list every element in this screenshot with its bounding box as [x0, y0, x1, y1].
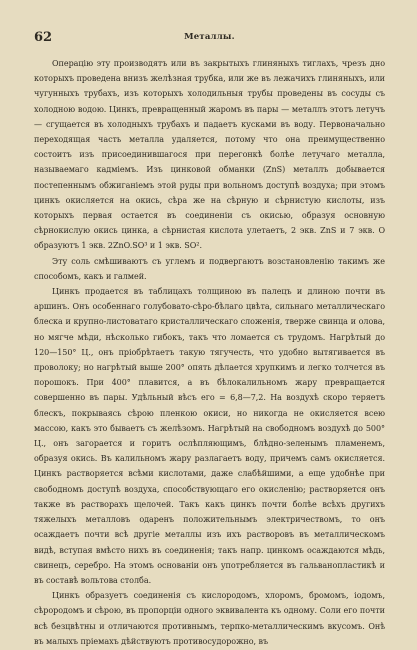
page-header [34, 30, 385, 50]
body-text [34, 56, 385, 649]
paragraph-2: Эту соль смѣшиваютъ съ углемъ и подвергаютъ возстановленію такимъ же способомъ, какъ и галмей. [34, 256, 385, 281]
paragraph-3: Цинкъ продается въ таблицахъ толщиною въ палецъ и длиною почти въ аршинъ. Онъ особеннаго голубовато-сѣро-бѣлаго цвѣта, сильнаго металлическаго блеска и крупно-листоватаго кристаллическаго сложенія, тверже свинца и олова, но мягче мѣди, нѣсколько гибокъ, такъ что ломается съ трудомъ. Нагрѣтый до 120—150° Ц., онъ пріобрѣтаетъ такую тягучесть, что удобно вытягивается въ проволоку; но нагрѣтый выше 200° опять дѣлается хрупкимъ и легко толчется въ порошокъ. При 400° плавится, а въ бѣлокалильномъ жару превращается совершенно въ пары. Удѣльный вѣсъ его = 6,8—7,2. На воздухѣ скоро теряетъ блескъ, покрываясь сѣрою пленкою окиси, но никогда не окисляется всею массою, какъ это бываетъ съ желѣзомъ. Нагрѣтый на свободномъ воздухѣ до 500° Ц., онъ загорается и горитъ ослѣпляющимъ, блѣдно-зеленымъ пламенемъ, образуя окись. Въ калильномъ жару разлагаетъ воду, причемъ самъ окисляется. Цинкъ растворяется всѣми кислотами, даже слабѣйшими, а еще удобнѣе при свободномъ доступѣ воздуха, способствующаго его окисленію; растворяется онъ также въ растворахъ щелочей. Такъ какъ цинкъ почти болѣе всѣхъ другихъ тяжелыхъ металловъ одаренъ положительнымъ электричествомъ, то онъ осаждаетъ почти всѣ другіе металлы изъ ихъ растворовъ въ металлическомъ видѣ, вступая вмѣсто нихъ въ соединенія; такъ напр. цинкомъ осаждаются мѣдь, свинецъ, серебро. На этомъ основаніи онъ употребляется въ гальванопластикѣ и въ составѣ вольтова столба. [34, 287, 385, 585]
running-head: Металлы. [184, 32, 235, 42]
page-number: 62 [34, 30, 53, 45]
paragraph-4: Цинкъ образуетъ соединенія съ кислородомъ, хлоромъ, бромомъ, іодомъ, сѣрородомъ и сѣрою, въ пропорціи одного эквивалента къ одному. Соли его почти всѣ безцвѣтны и отличаются противнымъ, терпко-металлическимъ вкусомъ. Онѣ въ малыхъ пріемахъ дѣйствуютъ противосудорожно, въ [34, 591, 385, 646]
paragraph-1: Операцію эту производятъ или въ закрытыхъ глиняныхъ тиглахъ, чрезъ дно которыхъ проведена внизъ желѣзная трубка, или же въ лежачихъ глиняныхъ, или чугунныхъ трубахъ, изъ которыхъ холодильныя трубы проведены въ сосуды съ холодною водою. Цинкъ, превращенный жаромъ въ пары — металлъ этотъ летучъ — сгущается въ холодныхъ трубахъ и падаетъ кусками въ воду. Первоначально переходящая часть металла удаляется, потому что она преимущественно состоитъ изъ присоединившагося при перегонкѣ болѣе летучаго металла, называемаго кадміемъ. Изъ цинковой обманки (ZnS) металлъ добывается постепеннымъ обжиганіемъ этой руды при вольномъ доступѣ воздуха; при этомъ цинкъ окисляется на окись, сѣра же на сѣрную и сѣрнистую кислоты, изъ которыхъ первая остается въ соединеніи съ окисью, образуя основную сѣрнокислую окись цинка, а сѣрнистая кислота улетаетъ, 2 экв. ZnS и 7 экв. O образуютъ 1 экв. 2ZnO.SO³ и 1 экв. SO². [34, 59, 385, 251]
